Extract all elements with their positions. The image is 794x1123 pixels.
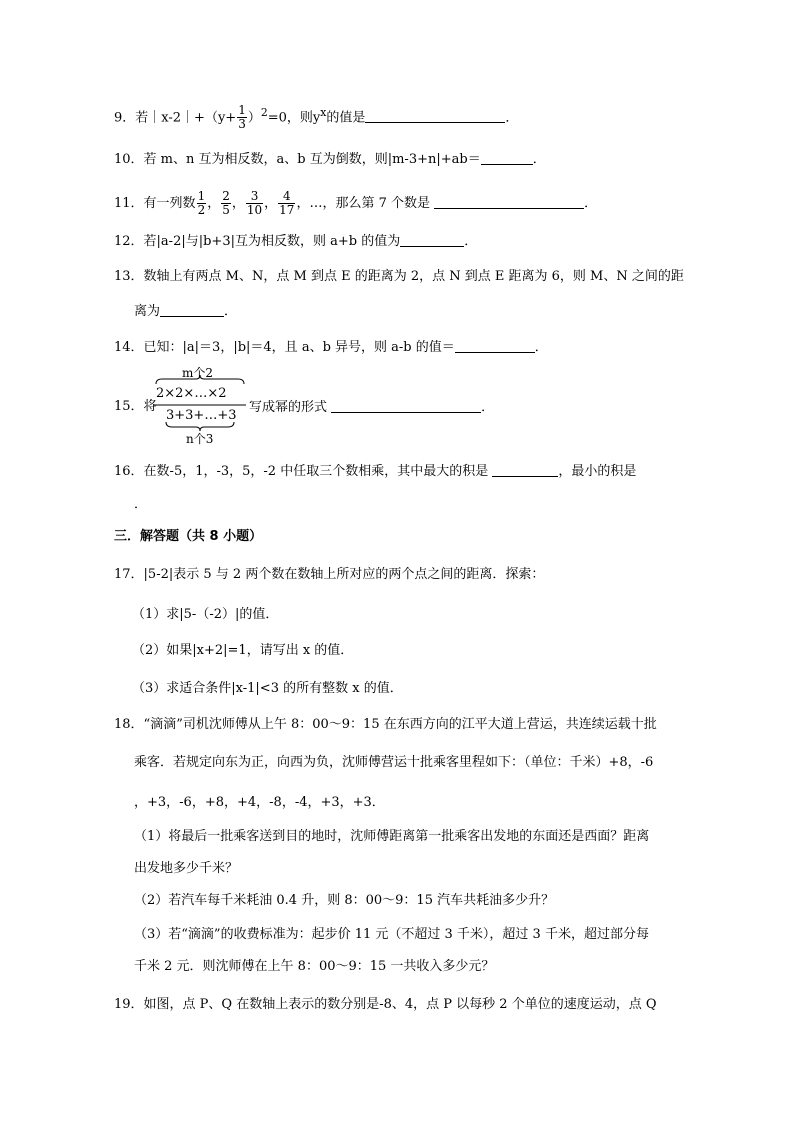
power-fraction bbox=[152, 364, 248, 446]
question-18-part3-line2: 千米 2 元．则沈师傅在上午 8：00～9：15 一共收入多少元？ bbox=[134, 959, 495, 974]
answer-blank bbox=[160, 302, 224, 317]
question-18-part1: （1）将最后一批乘客送到目的地时，沈师傅距离第一批乘客出发地的东面还是西面？距离 bbox=[134, 829, 650, 844]
question-15-tail: 写成幂的形式 ． bbox=[249, 400, 495, 415]
answer-blank bbox=[455, 338, 535, 353]
question-16: 16．在数-5，1，-3，5，-2 中任取三个数相乘，其中最大的积是 ，最小的积是 bbox=[114, 464, 637, 479]
fraction: $\frac{4}{17}$ bbox=[279, 189, 295, 217]
question-17: 17．|5-2|表示 5 与 2 两个数在数轴上所对应的两个点之间的距离．探索： bbox=[114, 567, 545, 582]
fraction: $\frac{1}{2}$ bbox=[197, 189, 206, 217]
question-15: 15．将 bbox=[114, 399, 157, 414]
question-10: 10．若 m、n 互为相反数，a、b 互为倒数，则|m-3+n|+ab＝ ． bbox=[114, 152, 546, 167]
question-14: 14．已知：|a|＝3，|b|＝4，且 a、b 异号，则 a-b 的值＝ ． bbox=[114, 340, 548, 355]
question-19: 19．如图，点 P、Q 在数轴上表示的数分别是-8、4，点 P 以每秒 2 个单位的速度运动，点 Q bbox=[114, 997, 657, 1012]
question-16-line2: ． bbox=[134, 497, 148, 512]
fraction: $\frac{1}{3}$ bbox=[238, 103, 246, 132]
question-18-part1-line2: 出发地多少千米？ bbox=[134, 861, 239, 876]
question-18: 18．“滴滴”司机沈师傅从上午 8：00～9：15 在东西方向的江平大道上营运，共连续运载十批 bbox=[114, 717, 657, 732]
numerator: 2×2×…×2 bbox=[156, 386, 227, 401]
fraction: $\frac{2}{5}$ bbox=[222, 189, 230, 217]
question-11: 11．有一列数 $\frac{1}{2}$ ， $\frac{2}{5}$ ， $\frac{3}{10}$ ， $\frac{4}{17}$ ，…，那么第 7 个数是 ． bbox=[114, 189, 598, 217]
answer-blank bbox=[365, 108, 505, 123]
answer-blank bbox=[481, 150, 533, 165]
question-18-line3: ，+3，-6，+8，+4，-8，-4，+3，+3． bbox=[134, 795, 385, 810]
answer-blank bbox=[492, 462, 558, 477]
question-18-line2: 乘客．若规定向东为正，向西为负，沈师傅营运十批乘客里程如下：（单位：千米）+8，-6 bbox=[134, 755, 654, 770]
fraction: $\frac{3}{10}$ bbox=[246, 189, 263, 217]
question-12: 12．若|a-2|与|b+3|互为相反数，则 a+b 的值为 ． bbox=[114, 234, 478, 249]
answer-blank bbox=[400, 232, 464, 247]
top-label: m个2 bbox=[182, 366, 214, 380]
question-17-part3: （3）求适合条件|x-1|<3 的所有整数 x 的值． bbox=[132, 681, 403, 696]
question-17-part2: （2）如果|x+2|=1，请写出 x 的值． bbox=[132, 643, 354, 658]
question-17-part1: （1）求|5-（-2）|的值． bbox=[132, 607, 279, 622]
question-13-line2: 离为 ． bbox=[134, 304, 238, 319]
question-13: 13．数轴上有两点 M、N，点 M 到点 E 的距离为 2，点 N 到点 E 距离为 6，则 M、N 之间的距 bbox=[114, 269, 684, 284]
question-18-part3: （3）若“滴滴”的收费标准为：起步价 11 元（不超过 3 千米），超过 3 千米，超过部分每 bbox=[134, 927, 649, 942]
question-9: 9．若｜x-2｜+（y+ $\frac{1}{3}$ ）$^2$=0，则$y^x$的值是 ． bbox=[114, 103, 519, 132]
question-18-part2: （2）若汽车每千米耗油 0.4 升，则 8：00～9：15 汽车共耗油多少升？ bbox=[134, 893, 555, 908]
denominator: 3+3+…+3 bbox=[166, 408, 237, 423]
answer-blank bbox=[434, 194, 584, 209]
section-title: 三．解答题（共 8 小题） bbox=[114, 529, 263, 544]
bottom-label: n个3 bbox=[186, 432, 214, 446]
answer-blank bbox=[331, 398, 481, 413]
